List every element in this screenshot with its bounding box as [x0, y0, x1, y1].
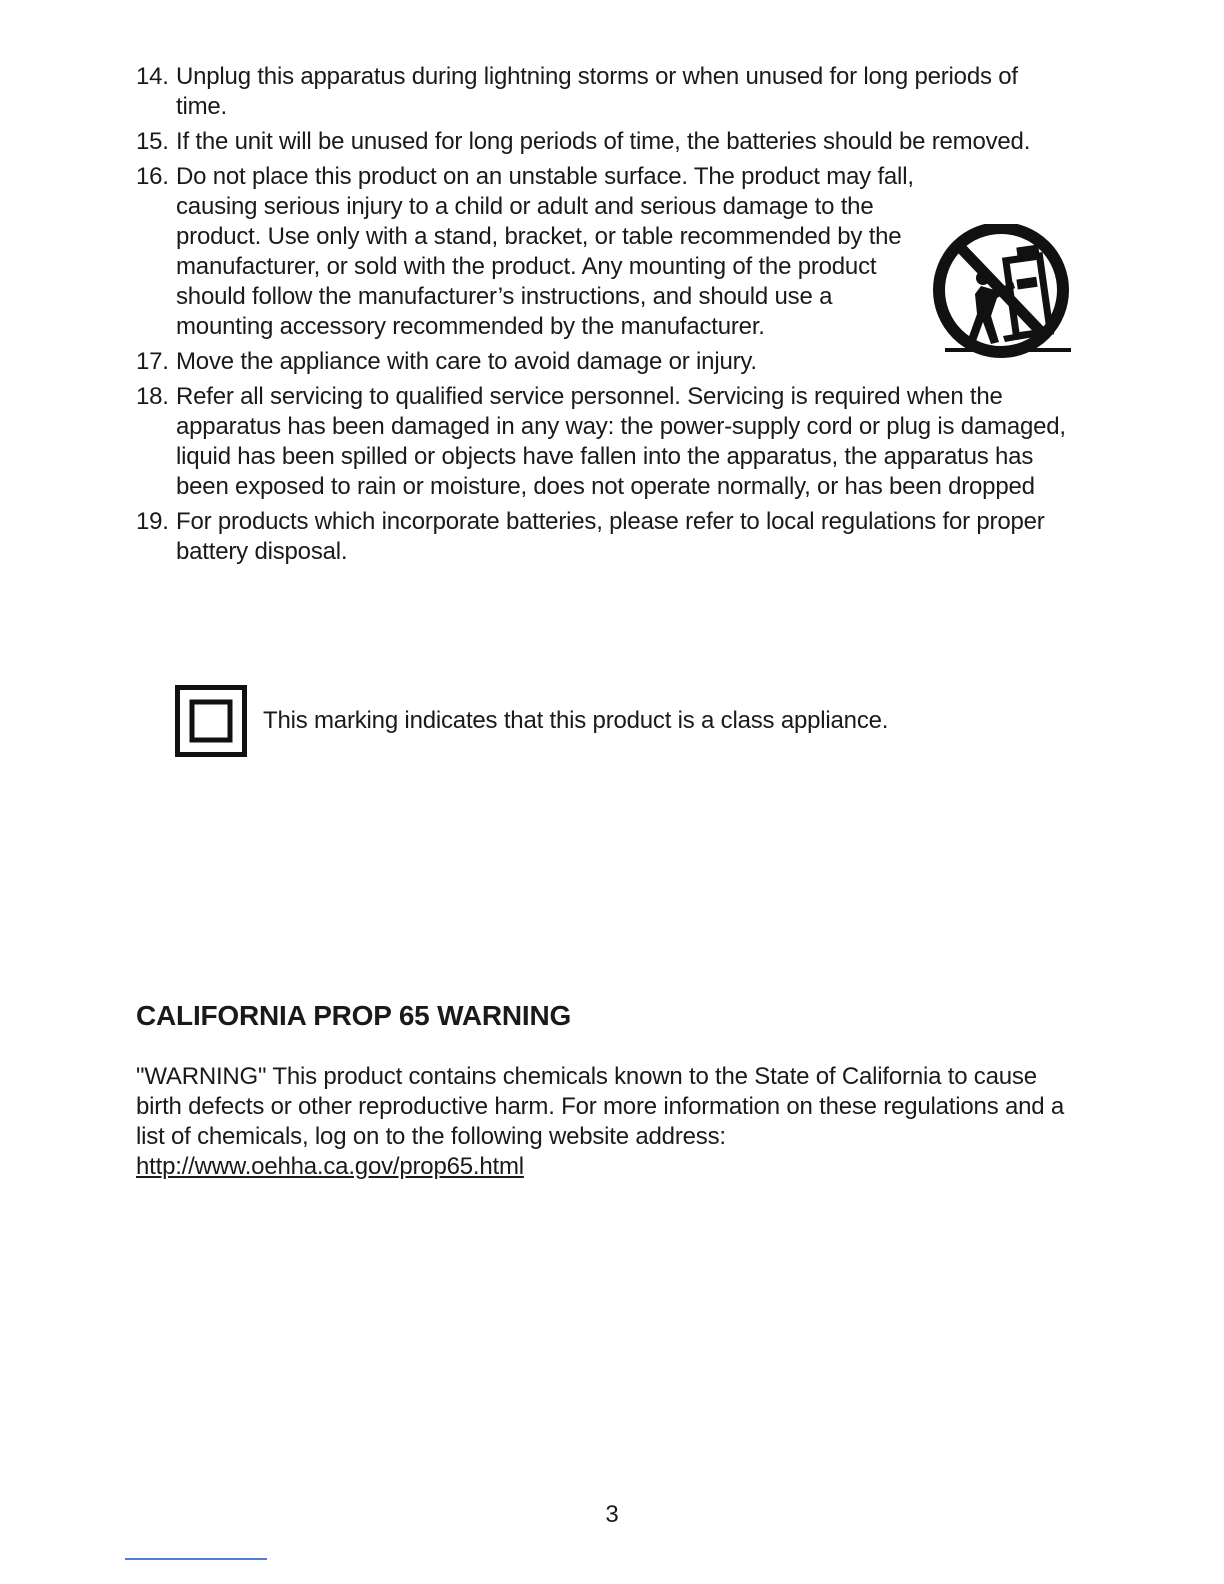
instruction-number: 17. [136, 348, 169, 375]
instruction-number: 18. [136, 383, 169, 410]
instruction-number: 19. [136, 508, 169, 535]
instruction-text: Do not place this product on an unstable surface. The product may fall, causing serious injury to a child or adult and serious damage to the product. Use only with a stand, bracket, or table recommended by the manufacturer, or sold with the product. Any mounting of the product should follow the manufacturer’s instructions, and should use a mounting accessory recommended by the manufacturer. [176, 163, 914, 340]
instruction-text: Unplug this apparatus during lightning storms or when unused for long periods of time. [176, 63, 1018, 120]
instruction-item-15 [136, 127, 1066, 157]
instruction-item-19 [136, 507, 1066, 567]
prop65-website-link[interactable]: http://www.oehha.ca.gov/prop65.html [136, 1153, 524, 1180]
instruction-number: 15. [136, 128, 169, 155]
class-marking-text: This marking indicates that this product is a class appliance. [263, 707, 889, 734]
instruction-text: For products which incorporate batteries, please refer to local regulations for proper battery disposal. [176, 508, 1045, 565]
instruction-text: Move the appliance with care to avoid damage or injury. [176, 348, 757, 375]
footnote-divider [125, 1558, 267, 1560]
prop65-heading: CALIFORNIA PROP 65 WARNING [136, 1000, 572, 1031]
instruction-number: 16. [136, 163, 169, 190]
instruction-text: Refer all servicing to qualified service personnel. Servicing is required when the apparatus has been damaged in any way: the power-supply cord or plug is damaged, liquid has been spilled or objects have fallen into the apparatus, the apparatus has been exposed to rain or moisture, does not operate normally, or has been dropped [176, 383, 1066, 500]
cart-tip-over-warning-icon [925, 224, 1077, 364]
instruction-item-14 [136, 62, 1066, 122]
prop65-body-text: "WARNING" This product contains chemicals known to the State of California to cause birth defects or other reproductive harm. For more information on these regulations and a list of chemicals, log on to the following website address: [136, 1063, 1065, 1150]
instruction-number: 14. [136, 63, 169, 90]
page-number: 3 [605, 1501, 619, 1528]
instruction-item-18 [136, 382, 1066, 502]
double-square-class-ii-icon [175, 685, 247, 757]
class-marking-row [175, 685, 888, 757]
instruction-text: If the unit will be unused for long periods of time, the batteries should be removed. [176, 128, 1031, 155]
prop65-warning-text [136, 1062, 1066, 1182]
